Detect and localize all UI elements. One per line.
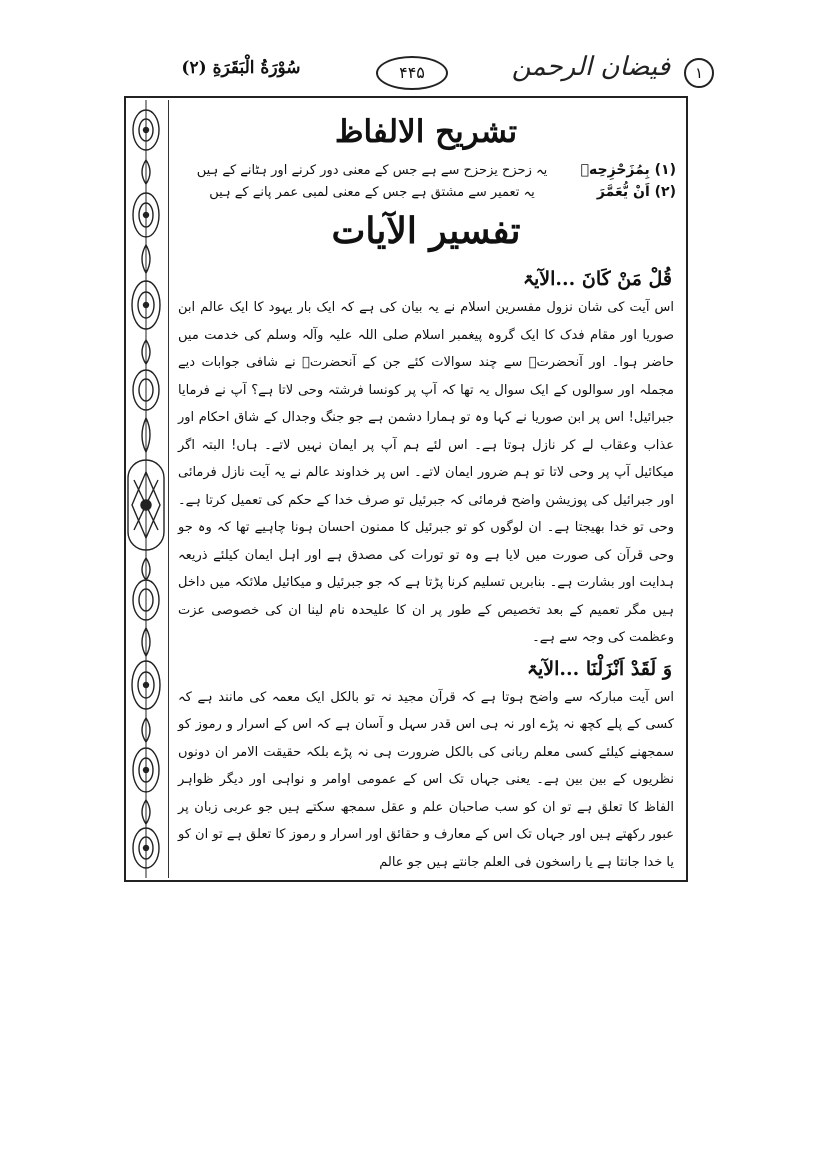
surah-name: سُوْرَةُ الْبَقَرَةِ (۲) [181,58,301,78]
content-area [176,110,676,880]
book-title: فیضان الرحمن [511,52,671,82]
central-rosette-icon [128,460,164,550]
section-paragraph: اس آیت مبارکہ سے واضح ہوتا ہے کہ قرآن مجید نہ تو بالکل ایک معمہ کی مانند ہے کہ کسی کے پلے کچھ نہ پڑے اور نہ ہی اس قدر سہل و آسان ہے کہ اس کے اسرار و رموز کو سمجھنے کیلئے کسی معلم ربانی کی بالکل ضرورت ہی نہ پڑے بلکہ حقیقت الامر ان دونوں نظریوں کے بین بین ہے۔ یعنی جہاں تک اس کے عمومی اوامر و نواہی اور دیگر ظواہر الفاظ کا تعلق ہے تو ان کو سب صاحبان علم و عقل سمجھ سکتے ہیں جو عربی زبان پر عبور رکھتے ہیں اور جہاں تک اس کے معارف و حقائق اور اسرار و رموز کا تعلق ہے تو ان کو یا خدا جانتا ہے یا راسخون فی العلم جانتے ہیں جو عالم [178,689,674,870]
word-key: (۱) بِمُزَحْزِحِهٖ [580,162,676,178]
word-meaning: یہ زحزح یزحزح سے ہے جس کے معنی دور کرنے اور ہٹانے کے ہیں [196,163,548,178]
word-meaning: یہ تعمیر سے مشتق ہے جس کے معنی لمبی عمر پانے کے ہیں [209,185,535,200]
section-title: قُلْ مَنْ كَانَ ...الآیۃ [522,268,672,290]
heading-verse-commentary: تفسیر الآیات [331,210,521,252]
page-number: ۴۴۵ [376,56,448,90]
ornamental-border [124,100,168,878]
word-key: (۲) اَنْ یُّعَمَّرَ [596,184,676,200]
section-title: وَ لَقَدْ اَنْزَلْنَا ...الآیۃ [526,657,672,680]
section-paragraph: اس آیت کی شان نزول مفسرین اسلام نے یہ بیان کی ہے کہ ایک بار یہود کا ایک عالم ابن صوریا اور مقام فدک کا ایک گروہ پیغمبر اسلام صلی اللہ علیہ وآلہ وسلم کی خدمت میں حاضر ہوا۔ اور آنحضرتؐ سے چند سوالات کئے جن کے آنحضرتؐ نے شافی جوابات دیے مجملہ اور سوالوں کے ایک سوال یہ تھا کہ آپ پر کونسا فرشتہ وحی لاتا ہے؟ آپ نے فرمایا جبرائیل! اس پر ابن صوریا نے کہا وہ تو ہمارا دشمن ہے جو جنگ وجدال کے شاق احکام اور عذاب وعقاب لے کر نازل ہوتا ہے۔ اس لئے ہم آپ پر ایمان نہیں لاتے۔ ہاں! البتہ اگر میکائیل آپ پر وحی لاتا تو ہم ضرور ایمان لاتے۔ اس پر خداوند عالم نے یہ آیت نازل فرمائی اور جبرائیل کی پوزیشن واضح فرمائی کہ جبرئیل تو صرف خدا کے حکم کی تعمیل کرتا ہے۔ وحی تو خدا بھیجتا ہے۔ ان لوگوں کو تو جبرئیل کا ممنون احسان ہونا چاہیے تھا کہ وہ جو وحی قرآن کی صورت میں لایا ہے وہ تو تورات کی مصدق ہے اور اہل ایمان کیلئے ذریعہ ہدایت اور بشارت ہے۔ بنابریں تسلیم کرنا پڑتا ہے کہ جو جبرئیل و میکائیل ملائکہ میں داخل ہیں مگر تعمیم کے بعد تخصیص کے طور پر ان کا علیحدہ نام لینا ان کی خصوصی عزت وعظمت کی وجہ سے ہے۔ [178,300,674,645]
word-row [176,162,676,178]
volume-badge: ۱ [684,58,714,88]
heading-word-explanation: تشریح الالفاظ [334,114,518,150]
word-row [176,184,676,200]
